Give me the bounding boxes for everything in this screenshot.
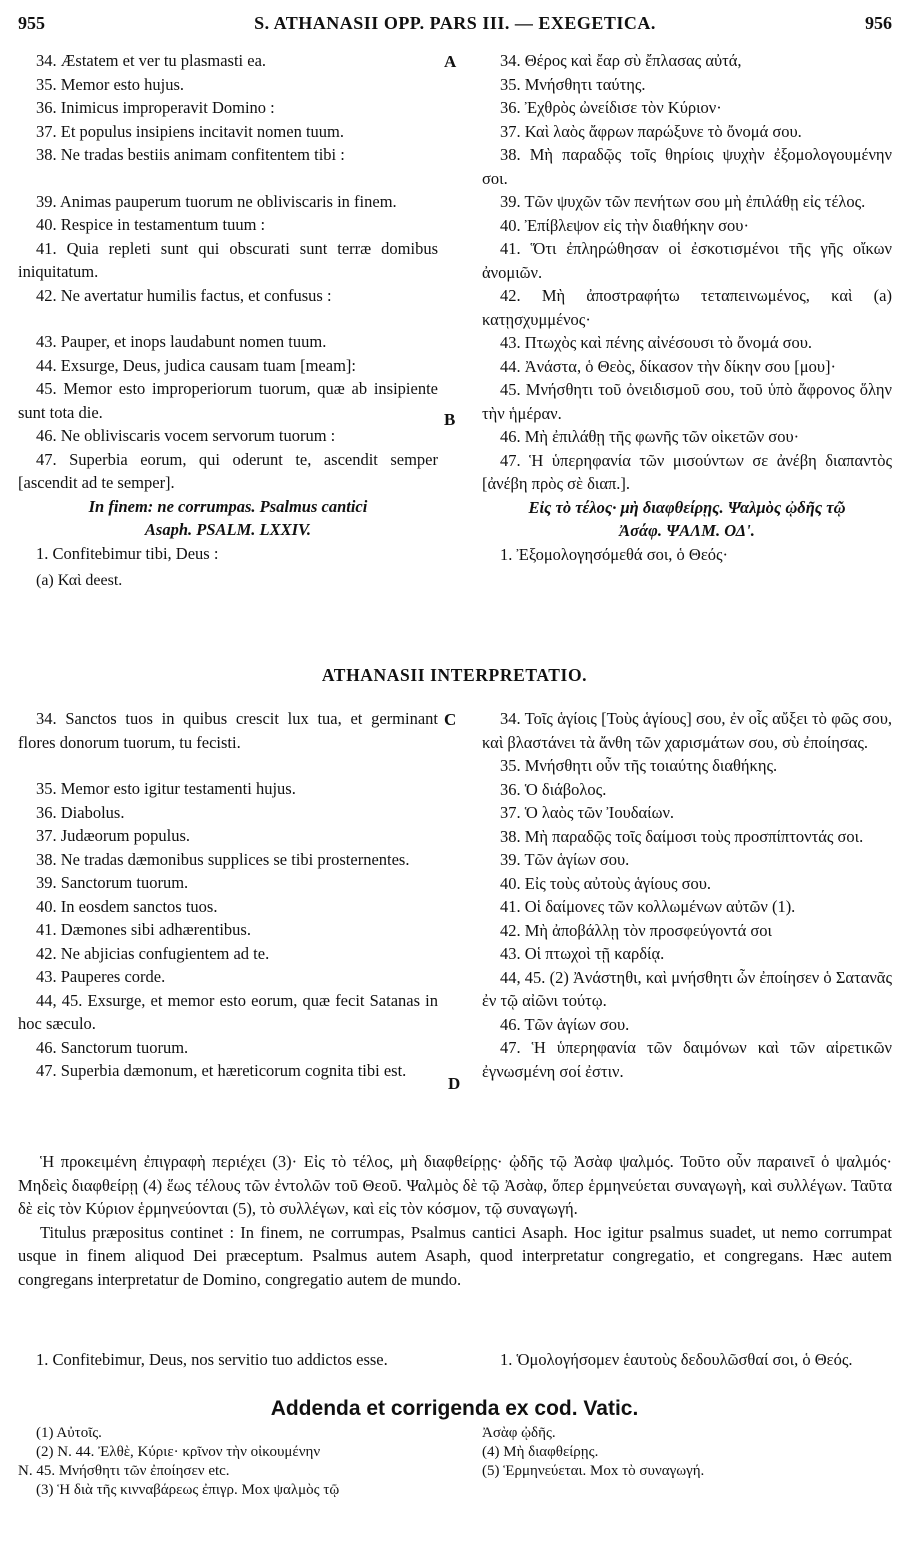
interp-verse-greek: 43. Οἱ πτωχοὶ τῇ καρδίᾳ. [500,944,665,963]
psalm-verse-latin: 42. Ne avertatur humilis factus, et confusus : [36,285,332,305]
interp-verse-greek: 38. Μὴ παραδῷς τοῖς δαίμοσι τοὺς προσπίπτοντάς σοι. [500,826,864,846]
interp-verse-greek: 41. Οἱ δαίμονες τῶν κολλωμένων αὐτῶν (1). [500,897,796,916]
interp-verse-greek: 39. Τῶν ἁγίων σου. [500,850,630,869]
interp-verse-latin: 41. Dæmones sibi adhærentibus. [36,920,251,939]
margin-marker-b: B [444,410,456,429]
running-title: S. ATHANASII OPP. PARS III. — EXEGETICA. [254,13,656,33]
psalm-verse-greek: 36. Ἐχθρὸς ὠνείδισε τὸν Κύριον· [500,98,722,117]
page-header [18,12,892,38]
psalm-verse-latin: 44. Exsurge, Deus, judica causam tuam [meam]: [36,355,356,375]
interp-verse-latin: 46. Sanctorum tuorum. [36,1037,189,1057]
addenda-note: (2) N. 44. Ἐλθὲ, Κύριε· κρῖνον τὴν οἰκουμένην [36,1444,321,1460]
psalm-verse-greek: 45. Μνήσθητι τοῦ ὀνειδισμοῦ σου, τοῦ ὑπὸ ἄφρονος ὅλην τὴν ἡμέραν. [482,380,892,423]
interp-verse-greek: 34. Τοῖς ἁγίοις [Τοὺς ἁγίους] σου, ἐν οἷς αὔξει τὸ φῶς σου, καὶ βλαστάνει τὰ ἄνθη τῶν χαρισμάτων σου, σὺ ἐποίησας. [482,709,892,752]
psalm-verse-greek: 39. Τῶν ψυχῶν τῶν πενήτων σου μὴ ἐπιλάθῃ εἰς τέλος. [500,192,866,211]
interp-verse-greek: 37. Ὁ λαὸς τῶν Ἰουδαίων. [500,803,675,822]
psalm-verse-latin: 1. Confitebimur tibi, Deus : [36,543,219,563]
psalm-verse-greek: 44. Ἀνάστα, ὁ Θεὸς, δίκασον τὴν δίκην σου [μου]· [500,356,836,376]
margin-marker-a: A [444,52,457,71]
psalm-verse-latin: 39. Animas pauperum tuorum ne obliviscaris in finem. [36,191,397,211]
interp-verse-latin: 38. Ne tradas dæmonibus supplices se tibi prosternentes. [36,849,410,869]
commentary-latin: Titulus præpositus continet : In finem, ne corrumpas, Psalmus cantici Asaph. Hoc igitur psalmus suadet, ut nemo corrumpat usque in finem aliquod Dei præceptum. Psalmus autem Asaph, quod interpretatur congregatio, et congregans. Hæc autem congregans interpretatur de Domino, congregatio autem de mundo. [18,1222,892,1289]
addenda-note: (1) Αὐτοῖς. [36,1425,102,1441]
interp-verse-latin: 42. Ne abjicias confugientem ad te. [36,943,270,963]
addenda-title: Addenda et corrigenda ex cod. Vatic. [270,1397,639,1420]
psalm-verse-latin: 43. Pauper, et inops laudabunt nomen tuum. [36,332,327,351]
psalm-verse-latin: 46. Ne obliviscaris vocem servorum tuorum : [36,426,336,445]
psalm-heading-latin: In finem: ne corrumpas. Psalmus cantici [88,496,368,516]
commentary-greek: Ἡ προκειμένη ἐπιγραφὴ περιέχει (3)· Εἰς τὸ τέλος, μὴ διαφθείρῃς· ᾠδῆς τῷ Ἀσὰφ ψαλμός. Τοῦτο οὖν παραινεῖ ὁ ψαλμός· Μηδεὶς διαφθείρῃ (4) ἕως τέλους τῶν ἐντολῶν τοῦ Θεοῦ. Ψαλμὸς δὲ τῷ Ἀσὰφ, ὅπερ ἑρμηνεύεται συναγωγὴ, καὶ συλλέγων. Ταῦτα δὲ εἰς τὸν Κύριον ἑρμηνεύονται (5), τὸ συλλέγων, καὶ εἰς τὸν κόσμον, τῷ συναγωγή. [18,1152,892,1218]
psalm-heading-greek: Εἰς τὸ τέλος· μὴ διαφθείρῃς. Ψαλμὸς ᾠδῆς τῷ [528,497,846,517]
margin-marker-d: D [448,1074,461,1093]
psalm-heading-latin-2: Asaph. PSALM. LXXIV. [144,520,312,539]
psalm-verse-latin: 38. Ne tradas bestiis animam confitentem tibi : [36,145,345,164]
psalm-verse-greek: 42. Μὴ ἀποστραφήτω τεταπεινωμένος, καὶ (a) κατῃσχυμμένος· [482,286,892,329]
page-number-left: 955 [18,13,45,33]
psalm-verse-greek: 38. Μὴ παραδῷς τοῖς θηρίοις ψυχὴν ἐξομολογουμένην σοι. [482,145,892,188]
psalm-verse-greek: 35. Μνήσθητι ταύτης. [500,74,646,94]
footnote: (a) Καὶ deest. [36,572,123,589]
psalm-verse-latin: 41. Quia repleti sunt qui obscurati sunt terræ domibus iniquitatum. [18,238,438,281]
psalm-verse-greek: 43. Πτωχὸς καὶ πένης αἰνέσουσι τὸ ὄνομά σου. [500,333,813,352]
psalm-verse-latin: 45. Memor esto improperiorum tuorum, quæ ab insipiente sunt tota die. [18,379,438,422]
page-number-right: 956 [865,13,892,33]
psalm-greek-column [482,49,892,566]
final-verse-latin: 1. Confitebimur, Deus, nos servitio tuo addictos esse. [36,1350,388,1369]
psalm-heading-greek-2: Ἀσάφ. ΨΑΛΜ. ΟΔ'. [619,521,755,540]
interp-verse-latin: 44, 45. Exsurge, et memor esto eorum, quæ fecit Satanas in hoc sæculo. [18,990,438,1033]
psalm-verse-latin: 40. Respice in testamentum tuum : [36,215,266,234]
psalm-verse-greek: 46. Μὴ ἐπιλάθῃ τῆς φωνῆς τῶν οἰκετῶν σου· [500,427,800,446]
final-verse-greek: 1. Ὁμολογήσομεν ἑαυτοὺς δεδουλῶσθαί σοι, ὁ Θεός. [500,1350,853,1369]
interp-verse-latin: 34. Sanctos tuos in quibus crescit lux tua, et germinant flores donorum tuorum, tu fecisti. [18,709,438,752]
psalm-verse-greek: 37. Καὶ λαὸς ἄφρων παρώξυνε τὸ ὄνομά σου. [500,121,802,141]
interpretation-greek-column [482,707,892,1083]
interp-verse-latin: 47. Superbia dæmonum, et hæreticorum cognita tibi est. [36,1061,407,1080]
interp-verse-latin: 35. Memor esto igitur testamenti hujus. [36,779,296,798]
interp-verse-latin: 37. Judæorum populus. [36,826,191,845]
addenda-note: N. 45. Μνήσθητι τῶν ἐποίησεν etc. [18,1463,230,1479]
psalm-verse-greek: 41. Ὅτι ἐπληρώθησαν οἱ ἐσκοτισμένοι τῆς γῆς οἴκων ἀνομιῶν. [482,239,892,282]
addenda-right-column [482,1424,892,1481]
psalm-verse-latin: 37. Et populus insipiens incitavit nomen tuum. [36,121,344,141]
interpretation-latin-column [18,707,438,1083]
addenda-left-column [18,1424,438,1500]
commentary-block [18,1150,892,1291]
psalm-verse-latin: 35. Memor esto hujus. [36,74,185,94]
interp-verse-greek: 36. Ὁ διάβολος. [500,779,607,799]
interpretation-title: ATHANASII INTERPRETATIO. [321,665,588,685]
interp-verse-latin: 36. Diabolus. [36,802,125,822]
addenda-note: (3) Ἡ διὰ τῆς κινναβάρεως ἐπιγρ. Mox ψαλμὸς τῷ [36,1482,340,1498]
psalm-verse-greek: 40. Ἐπίβλεψον εἰς τὴν διαθήκην σου· [500,215,749,235]
addenda-note: (5) Ἑρμηνεύεται. Mox τὸ συναγωγή. [482,1463,705,1479]
final-verse-greek-column [482,1348,892,1372]
interp-verse-greek: 35. Μνήσθητι οὖν τῆς τοιαύτης διαθήκης. [500,756,778,775]
interp-verse-latin: 39. Sanctorum tuorum. [36,873,189,892]
psalm-verse-greek: 1. Ἐξομολογησόμεθά σοι, ὁ Θεός· [500,544,729,564]
psalm-verse-latin: 34. Æstatem et ver tu plasmasti ea. [36,51,267,70]
final-verse-latin-column [18,1348,438,1372]
psalm-verse-latin: 47. Superbia eorum, qui oderunt te, ascendit semper [ascendit ad te semper]. [18,449,438,492]
margin-marker-c: C [444,710,457,729]
interp-verse-greek: 47. Ἡ ὑπερηφανία τῶν δαιμόνων καὶ τῶν αἱρετικῶν ἐγνωσμένη σοί ἐστιν. [482,1038,892,1081]
interp-verse-greek: 44, 45. (2) Ἀνάστηθι, καὶ μνήσθητι ὧν ἐποίησεν ὁ Σατανᾶς ἐν τῷ αἰῶνι τούτῳ. [482,967,892,1010]
psalm-verse-greek: 47. Ἡ ὑπερηφανία τῶν μισούντων σε ἀνέβη διαπαντὸς [ἀνέβη πρὸς σὲ διαπ.]. [482,450,892,493]
interp-verse-latin: 40. In eosdem sanctos tuos. [36,896,218,916]
addenda-note: Ἀσὰφ ᾠδῆς. [482,1425,556,1441]
interp-verse-greek: 42. Μὴ ἀποβάλλῃ τὸν προσφεύγοντά σοι [500,920,772,940]
psalm-latin-column [18,49,438,593]
psalm-verse-latin: 36. Inimicus improperavit Domino : [36,98,275,117]
interp-verse-latin: 43. Pauperes corde. [36,967,166,986]
interp-verse-greek: 46. Τῶν ἁγίων σου. [500,1014,630,1034]
psalm-verse-greek: 34. Θέρος καὶ ἔαρ σὺ ἔπλασας αὐτά, [500,51,742,70]
addenda-note: (4) Μὴ διαφθείρῃς. [482,1444,599,1460]
interp-verse-greek: 40. Εἰς τοὺς αὐτοὺς ἁγίους σου. [500,873,712,893]
